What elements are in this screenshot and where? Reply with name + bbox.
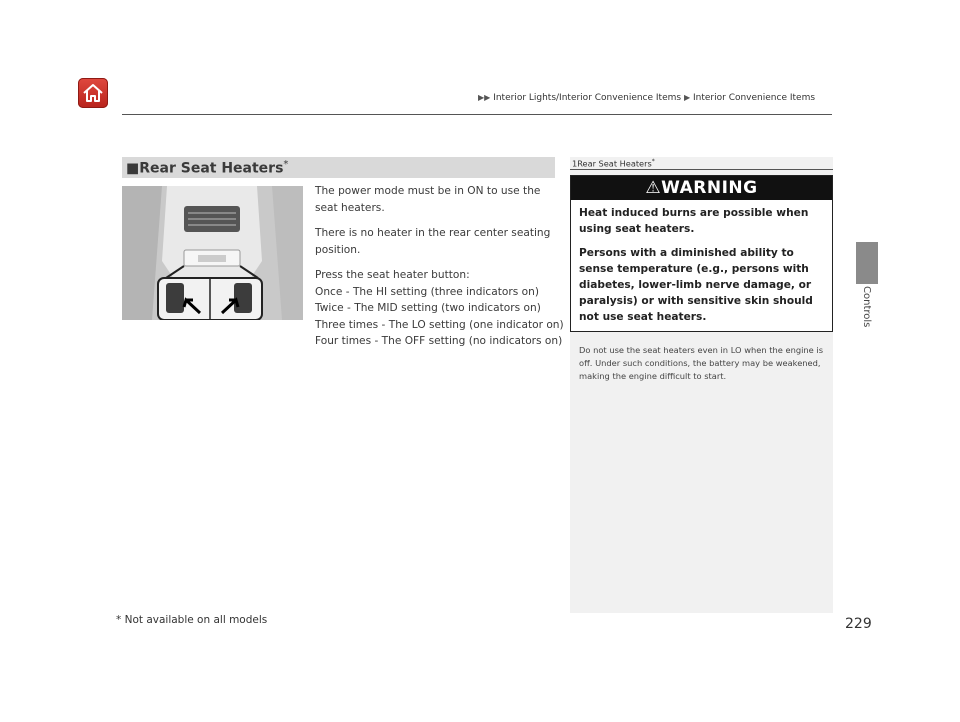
- home-icon: [78, 78, 108, 108]
- chapter-label-text: Controls: [861, 286, 872, 328]
- rear-console-photo: [122, 186, 303, 320]
- home-button[interactable]: [78, 78, 108, 108]
- body-paragraph: There is no heater in the rear center seating position.: [315, 227, 551, 256]
- step-list: [315, 267, 564, 350]
- breadcrumb-parent[interactable]: Interior Lights/Interior Convenience Items: [493, 93, 682, 103]
- breadcrumb: [478, 93, 815, 103]
- warning-icon: ⚠: [645, 178, 662, 198]
- warning-heading: [571, 176, 832, 200]
- note-divider: [570, 169, 833, 170]
- availability-mark: *: [651, 158, 655, 165]
- body-text: [315, 183, 564, 350]
- note-text: Do not use the seat heaters even in LO when the engine is off. Under such conditions, the battery may be weakened, making the engine difficult to start.: [579, 345, 824, 381]
- availability-mark: *: [283, 159, 289, 170]
- page-number: 229: [845, 616, 872, 632]
- breadcrumb-current[interactable]: Interior Convenience Items: [693, 93, 816, 103]
- step-item: Three times - The LO setting (one indicator on): [315, 318, 564, 331]
- section-title: [126, 159, 288, 177]
- breadcrumb-arrow-icon: ▶: [683, 93, 691, 102]
- step-item: Four times - The OFF setting (no indicators on): [315, 335, 563, 347]
- breadcrumb-arrow-icon: ▶▶: [478, 93, 491, 102]
- warning-text: [579, 205, 824, 333]
- warning-heading-text: WARNING: [661, 178, 758, 198]
- note-title: [572, 158, 655, 169]
- chapter-tab[interactable]: [856, 242, 878, 284]
- step-item: Once - The HI setting (three indicators on): [315, 285, 539, 298]
- section-title-text: Rear Seat Heaters: [139, 160, 284, 177]
- section-bullet-icon: ■: [126, 160, 140, 177]
- step-intro: Press the seat heater button:: [315, 269, 470, 281]
- footnote: * Not available on all models: [116, 614, 268, 626]
- rear-seat-heater-illustration: [122, 186, 303, 320]
- body-paragraph: The power mode must be in ON to use the seat heaters.: [315, 185, 541, 214]
- note-number-icon: 1: [572, 158, 578, 169]
- warning-paragraph: Heat induced burns are possible when using seat heaters.: [579, 207, 809, 235]
- chapter-label: [856, 286, 878, 346]
- note-title-text: Rear Seat Heaters: [577, 158, 652, 169]
- step-item: Twice - The MID setting (two indicators on): [315, 302, 541, 314]
- warning-paragraph: Persons with a diminished ability to sense temperature (e.g., persons with diabetes, lower-limb nerve damage, or paralysis) or with sensitive skin should not use seat heaters.: [579, 247, 813, 323]
- header-divider: [122, 114, 832, 115]
